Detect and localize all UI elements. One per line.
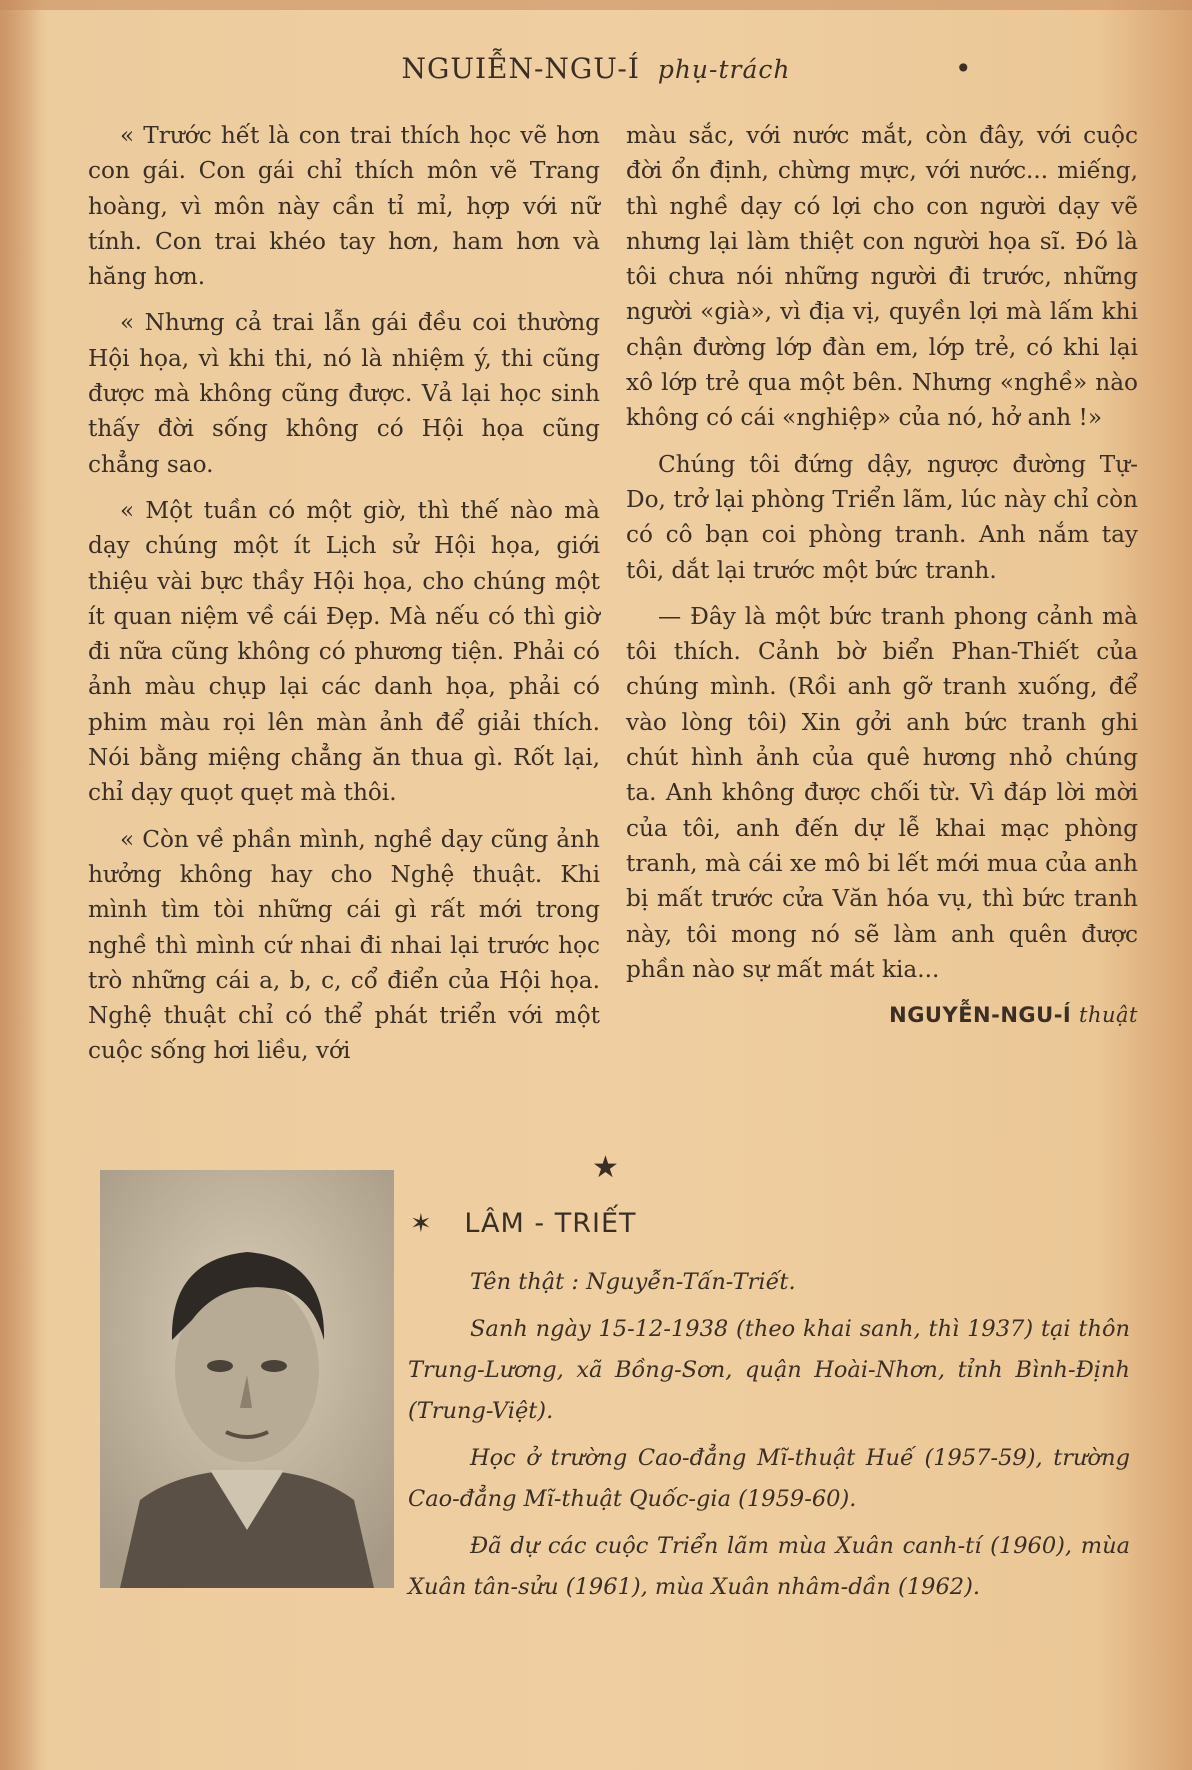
page-header xyxy=(0,52,1192,85)
right-column xyxy=(626,118,1138,1033)
article-credit xyxy=(626,998,1138,1033)
bio-line: Sanh ngày 15-12-1938 (theo khai sanh, thì 1937) tại thôn Trung-Lương, xã Bồng-Sơn, quận Hoài-Nhơn, tỉnh Bình-Định (Trung-Việt). xyxy=(408,1316,1130,1424)
star-mark-icon: ✶ xyxy=(410,1209,433,1239)
credit-verb: thuật xyxy=(1079,1003,1138,1028)
portrait-photo xyxy=(100,1170,394,1588)
bio-line: Tên thật : Nguyễn-Tấn-Triết. xyxy=(470,1269,796,1295)
page-edge-top xyxy=(0,0,1192,10)
header-name: NGUIỄN-NGU-Í xyxy=(401,52,640,85)
bio-title xyxy=(410,1208,637,1239)
portrait-image xyxy=(100,1170,394,1588)
header-role: phụ-trách xyxy=(657,55,791,84)
paragraph: màu sắc, với nước mắt, còn đây, với cuộc đời ổn định, chừng mực, với nước... miếng, thì nghề dạy có lợi cho con người dạy vẽ nhưng lại làm thiệt con người họa sĩ. Đó là tôi chưa nói những người đi trước, những người «già», vì địa vị, quyền lợi mà lấm khi chận đường lớp đàn em, lớp trẻ, có khi lại xô lớp trẻ qua một bên. Nhưng «nghề» nào không có cái «nghiệp» của nó, hở anh !» xyxy=(626,122,1138,432)
left-column xyxy=(88,118,600,1080)
paragraph: « Nhưng cả trai lẫn gái đều coi thường Hội họa, vì khi thi, nó là nhiệm ý, thi cũng được mà không cũng được. Vả lại học sinh thấy đời sống không có Hội họa cũng chẳng sao. xyxy=(88,309,600,478)
paragraph: Chúng tôi đứng dậy, ngược đường Tự-Do, trở lại phòng Triển lãm, lúc này chỉ còn có cô bạn coi phòng tranh. Anh nắm tay tôi, dắt lại trước một bức tranh. xyxy=(626,450,1138,584)
header-dot: • xyxy=(955,52,973,85)
paragraph: « Còn về phần mình, nghề dạy cũng ảnh hưởng không hay cho Nghệ thuật. Khi mình tìm tòi những cái gì rất mới trong nghề thì mình cứ nhai đi nhai lại trước học trò những cái a, b, c, cổ điển của Hội họa. Nghệ thuật chỉ có thể phát triển với một cuộc sống hơi liều, với xyxy=(88,825,600,1065)
bio-line: Học ở trường Cao-đẳng Mĩ-thuật Huế (1957-59), trường Cao-đẳng Mĩ-thuật Quốc-gia (1959-60). xyxy=(408,1445,1130,1512)
paragraph: — Đây là một bức tranh phong cảnh mà tôi thích. Cảnh bờ biển Phan-Thiết của chúng mình. (Rồi anh gỡ tranh xuống, để vào lòng tôi) Xin gởi anh bức tranh ghi chút hình ảnh của quê hương nhỏ chúng ta. Anh không được chối từ. Vì đáp lời mời của tôi, anh đến dự lễ khai mạc phòng tranh, mà cái xe mô bi lết mới mua của anh bị mất trước cửa Văn hóa vụ, thì bức tranh này, tôi mong nó sẽ làm anh quên được phần nào sự mất mát kia... xyxy=(626,602,1138,983)
artist-bio xyxy=(408,1262,1130,1614)
paragraph: « Trước hết là con trai thích học vẽ hơn con gái. Con gái chỉ thích môn vẽ Trang hoàng, vì môn này cần tỉ mỉ, hợp với nữ tính. Con trai khéo tay hơn, ham hơn và hăng hơn. xyxy=(88,122,600,291)
credit-name: NGUYỄN-NGU-Í xyxy=(889,1003,1072,1028)
page-edge-left xyxy=(0,0,42,1770)
star-separator: ★ xyxy=(592,1150,619,1185)
bio-line: Đã dự các cuộc Triển lãm mùa Xuân canh-tí (1960), mùa Xuân tân-sửu (1961), mùa Xuân nhâm-dần (1962). xyxy=(408,1533,1130,1600)
artist-name: LÂM - TRIẾT xyxy=(464,1208,637,1239)
paragraph: « Một tuần có một giờ, thì thế nào mà dạy chúng một ít Lịch sử Hội họa, giới thiệu vài bực thầy Hội họa, cho chúng một ít quan niệm về cái Đẹp. Mà nếu có thì giờ đi nữa cũng không có phương tiện. Phải có ảnh màu chụp lại các danh họa, phải có phim màu rọi lên màn ảnh để giải thích. Nói bằng miệng chẳng ăn thua gì. Rốt lại, chỉ dạy quọt quẹt mà thôi. xyxy=(88,496,600,807)
